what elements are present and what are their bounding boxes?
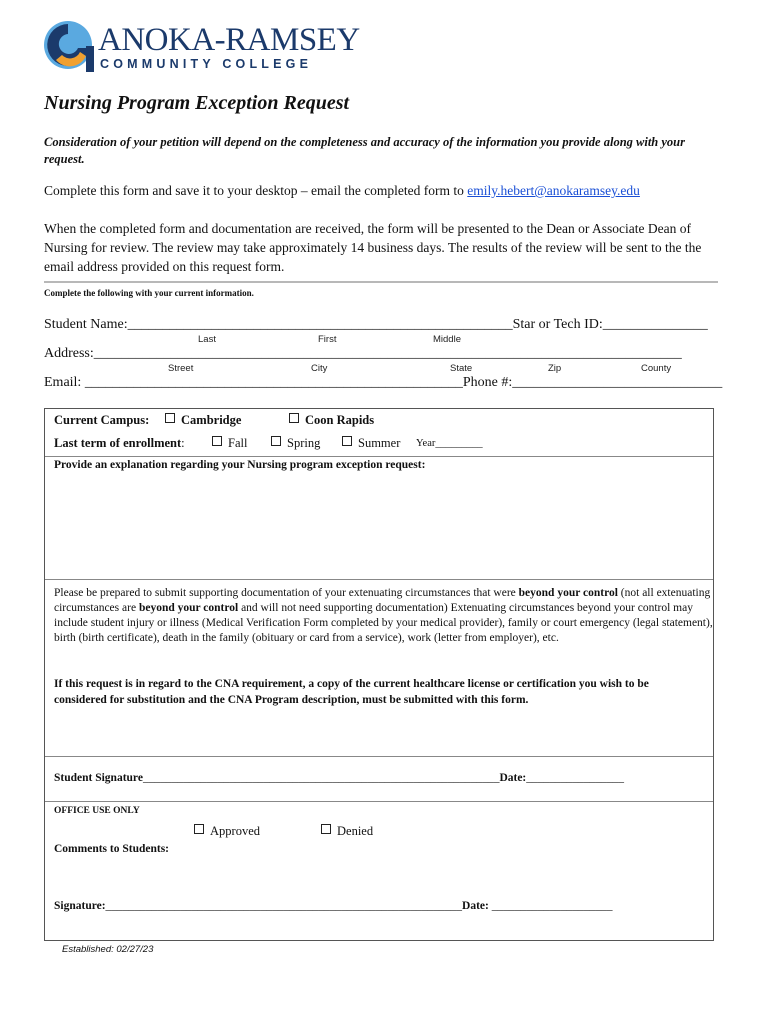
checkbox-icon[interactable] bbox=[271, 436, 281, 446]
student-name-field[interactable]: _______________________________________________________ bbox=[127, 317, 513, 332]
year-row bbox=[416, 438, 483, 449]
sublabel-middle: Middle bbox=[433, 334, 461, 345]
sublabel-city: City bbox=[311, 363, 328, 374]
sublabel-zip: Zip bbox=[548, 363, 562, 374]
email-link[interactable]: emily.hebert@anokaramsey.edu bbox=[467, 183, 640, 198]
divider bbox=[45, 801, 713, 802]
office-signature-label: Signature: bbox=[54, 900, 106, 912]
checkbox-icon[interactable] bbox=[194, 824, 204, 834]
email-field[interactable]: ______________________________________________________ bbox=[81, 375, 463, 390]
logo-text-subtitle: COMMUNITY COLLEGE bbox=[100, 57, 313, 71]
divider bbox=[45, 579, 713, 580]
term-spring-label: Spring bbox=[287, 436, 321, 450]
explanation-label: Provide an explanation regarding your Nursing program exception request: bbox=[54, 459, 426, 471]
campus-cambridge-label: Cambridge bbox=[181, 413, 242, 427]
current-info-heading: Complete the following with your current information. bbox=[44, 288, 254, 298]
denied-option[interactable] bbox=[321, 824, 373, 839]
checkbox-icon[interactable] bbox=[212, 436, 222, 446]
office-use-heading: OFFICE USE ONLY bbox=[54, 806, 140, 816]
star-id-field[interactable]: _______________ bbox=[602, 317, 708, 332]
sublabel-first: First bbox=[318, 334, 337, 345]
term-colon: : bbox=[181, 436, 185, 450]
year-label: Year bbox=[416, 438, 436, 449]
consideration-note: Consideration of your petition will depend on the completeness and accuracy of the information you provide along with your request. bbox=[44, 135, 686, 166]
term-label: Last term of enrollment bbox=[54, 436, 182, 450]
sublabel-street: Street bbox=[168, 363, 194, 374]
complete-text: Complete this form and save it to your desktop – email the completed form to bbox=[44, 183, 468, 198]
established-date: Established: 02/27/23 bbox=[62, 944, 154, 955]
logo-text-name: ANOKA-RAMSEY bbox=[98, 22, 360, 58]
explanation-field[interactable] bbox=[46, 476, 712, 576]
complete-instructions bbox=[44, 183, 640, 199]
campus-label: Current Campus: bbox=[54, 413, 150, 427]
comments-field[interactable] bbox=[46, 860, 712, 896]
divider bbox=[44, 281, 718, 283]
address-label: Address: bbox=[44, 346, 94, 361]
star-id-label: Star or Tech ID: bbox=[512, 317, 603, 332]
doc-note-emphasis: beyond your control bbox=[518, 587, 618, 599]
documentation-note bbox=[54, 586, 714, 646]
doc-note-text: (not all extenuating circumstances are bbox=[54, 587, 711, 614]
college-logo bbox=[42, 16, 360, 76]
term-summer-label: Summer bbox=[358, 436, 401, 450]
doc-note-text: and will not need supporting documentation) Extenuating circumstances beyond your control may include student injury or illness (Medical Verification Form completed by your medical provider), family or court emergency (legal statement), birth (birth certificate), death in the family (obituary or card from a service), work (letter from employer), etc. bbox=[54, 602, 713, 644]
student-signature-label: Student Signature bbox=[54, 772, 143, 784]
student-signature-field[interactable]: ______________________________________________________________ bbox=[142, 772, 500, 784]
approved-option[interactable] bbox=[194, 824, 260, 839]
campus-coon-rapids-option[interactable] bbox=[289, 413, 374, 428]
address-field[interactable]: ____________________________________________________________________________________ bbox=[93, 346, 682, 361]
term-spring-option[interactable] bbox=[271, 436, 320, 451]
term-label-group bbox=[54, 436, 185, 451]
checkbox-icon[interactable] bbox=[289, 413, 299, 423]
email-row bbox=[44, 375, 722, 391]
year-field[interactable]: _________ bbox=[435, 438, 483, 449]
divider bbox=[45, 756, 713, 757]
sublabel-state: State bbox=[450, 363, 473, 374]
address-row bbox=[44, 346, 682, 362]
phone-field[interactable]: ______________________________ bbox=[512, 375, 723, 390]
student-signature-row bbox=[54, 772, 624, 784]
campus-cambridge-option[interactable] bbox=[165, 413, 241, 428]
office-date-label: Date: bbox=[462, 900, 492, 912]
cna-requirement-note: If this request is in regard to the CNA requirement, a copy of the current healthcare license or certification you wish to be considered for substitution and the CNA Program description, must be submitted with this form. bbox=[54, 678, 649, 706]
office-date-field[interactable]: _____________________ bbox=[491, 900, 613, 912]
college-logo-mark-icon bbox=[42, 16, 98, 74]
email-label: Email: bbox=[44, 375, 82, 390]
campus-coon-rapids-label: Coon Rapids bbox=[305, 413, 375, 427]
review-instructions: When the completed form and documentation are received, the form will be presented to the Dean or Associate Dean of Nursing for review. The review may take approximately 14 business days. The results of the review will be sent to the the email address provided on this request form. bbox=[44, 221, 702, 274]
comments-label: Comments to Students: bbox=[54, 843, 169, 855]
signature-date-field[interactable]: _________________ bbox=[526, 772, 625, 784]
office-signature-field[interactable]: ______________________________________________________________ bbox=[105, 900, 463, 912]
sublabel-county: County bbox=[641, 363, 672, 374]
term-summer-option[interactable] bbox=[342, 436, 400, 451]
signature-date-label: Date: bbox=[499, 772, 527, 784]
student-name-row bbox=[44, 317, 708, 333]
approved-label: Approved bbox=[210, 824, 260, 838]
checkbox-icon[interactable] bbox=[321, 824, 331, 834]
checkbox-icon[interactable] bbox=[165, 413, 175, 423]
doc-note-emphasis: beyond your control bbox=[138, 602, 239, 614]
office-signature-row bbox=[54, 900, 613, 912]
divider bbox=[45, 456, 713, 457]
doc-note-text: Please be prepared to submit supporting documentation of your extenuating circumstances that were bbox=[54, 587, 519, 599]
denied-label: Denied bbox=[337, 824, 374, 838]
checkbox-icon[interactable] bbox=[342, 436, 352, 446]
sublabel-last: Last bbox=[198, 334, 216, 345]
phone-label: Phone #: bbox=[462, 375, 513, 390]
page-title: Nursing Program Exception Request bbox=[44, 92, 350, 114]
term-fall-option[interactable] bbox=[212, 436, 247, 451]
student-name-label: Student Name: bbox=[44, 317, 128, 332]
term-fall-label: Fall bbox=[228, 436, 248, 450]
